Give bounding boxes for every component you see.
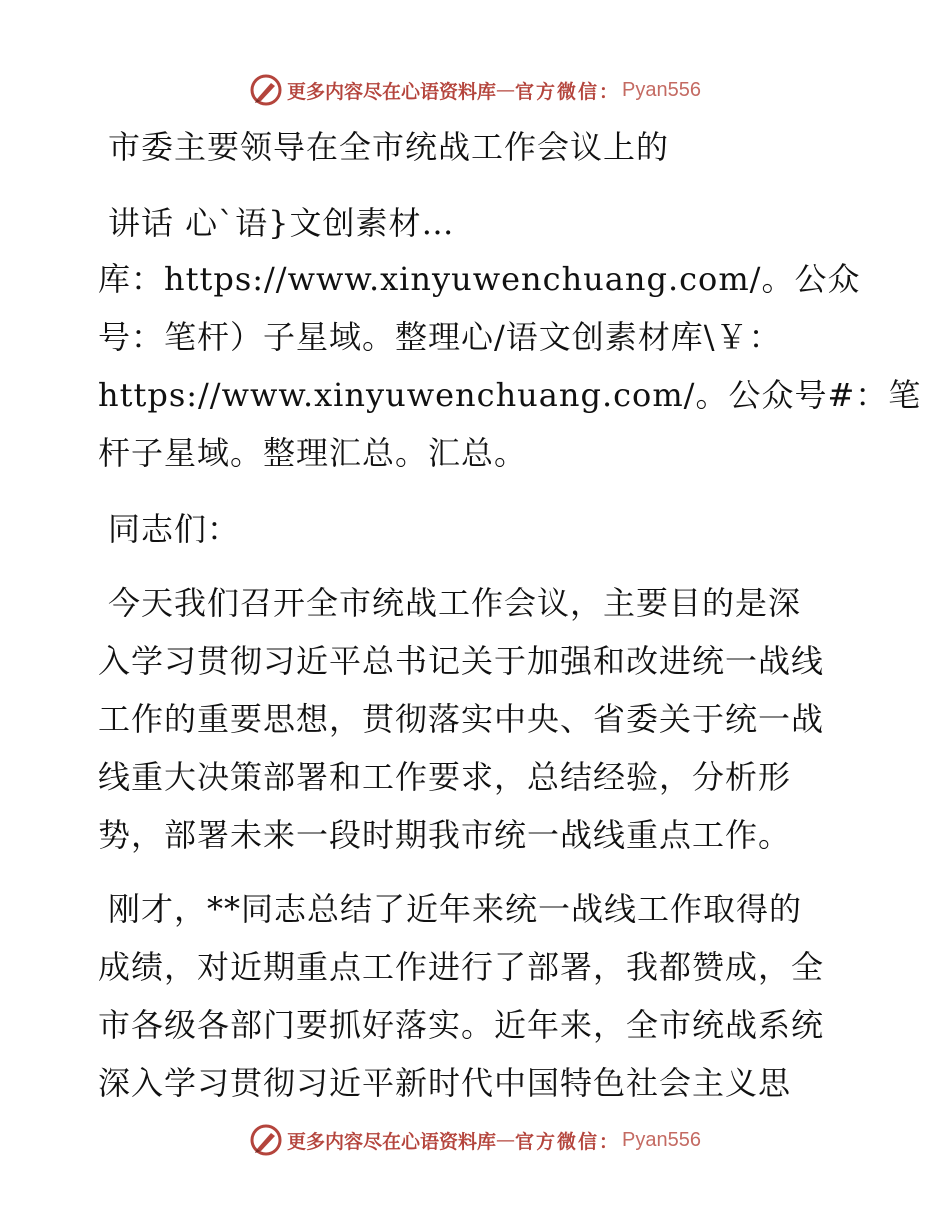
paragraph-2 [98, 880, 858, 1112]
document-title [108, 118, 868, 176]
source-block [98, 250, 922, 482]
banner-wechat-id: Pyan556 [622, 78, 701, 101]
paragraph-line: 成绩，对近期重点工作进行了部署，我都赞成，全 [98, 948, 825, 986]
paragraph-1 [98, 574, 858, 864]
greeting-line: 同志们： [108, 510, 241, 548]
pen-logo-icon [249, 73, 283, 107]
footer-banner [0, 1120, 950, 1160]
paragraph-line: 刚才，**同志总结了近年来统一战线工作取得的 [108, 890, 803, 928]
header-banner [0, 70, 950, 110]
pen-logo-icon [249, 1123, 283, 1157]
greeting [108, 500, 868, 558]
banner-official-label: 官方微信： [515, 80, 621, 103]
paragraph-line: 市各级各部门要抓好落实。近年来，全市统战系统 [98, 1006, 825, 1044]
banner-site-text: 更多内容尽在心语资料库 [287, 1130, 497, 1153]
banner-wechat-id: Pyan556 [622, 1128, 701, 1151]
paragraph-line: 今天我们召开全市统战工作会议，主要目的是深 [108, 584, 802, 622]
banner-official-label: 官方微信： [515, 1130, 621, 1153]
paragraph-line: 入学习贯彻习近平总书记关于加强和改进统一战线 [98, 642, 825, 680]
title-line: 市委主要领导在全市统战工作会议上的 [108, 128, 670, 166]
paragraph-line: 工作的重要思想，贯彻落实中央、省委关于统一战 [98, 700, 825, 738]
source-line: https://www.xinyuwenchuang.com/。公众号#：笔 [98, 376, 922, 414]
source-line: 杆子星域。整理汇总。汇总。 [98, 434, 528, 472]
banner-site-text: 更多内容尽在心语资料库 [287, 80, 497, 103]
paragraph-line: 线重大决策部署和工作要求，总结经验，分析形 [98, 758, 792, 796]
document-title-cont [108, 194, 868, 252]
paragraph-line: 势，部署未来一段时期我市统一战线重点工作。 [98, 816, 792, 854]
banner-dash: — [496, 1129, 516, 1151]
title-line: 讲话 心`语}文创素材… [108, 204, 455, 242]
source-line: 号：笔杆）子星域。整理心/语文创素材库\￥： [98, 318, 782, 356]
paragraph-line: 深入学习贯彻习近平新时代中国特色社会主义思 [98, 1064, 792, 1102]
banner-dash: — [496, 79, 516, 101]
source-line: 库：https://www.xinyuwenchuang.com/。公众 [98, 260, 861, 298]
